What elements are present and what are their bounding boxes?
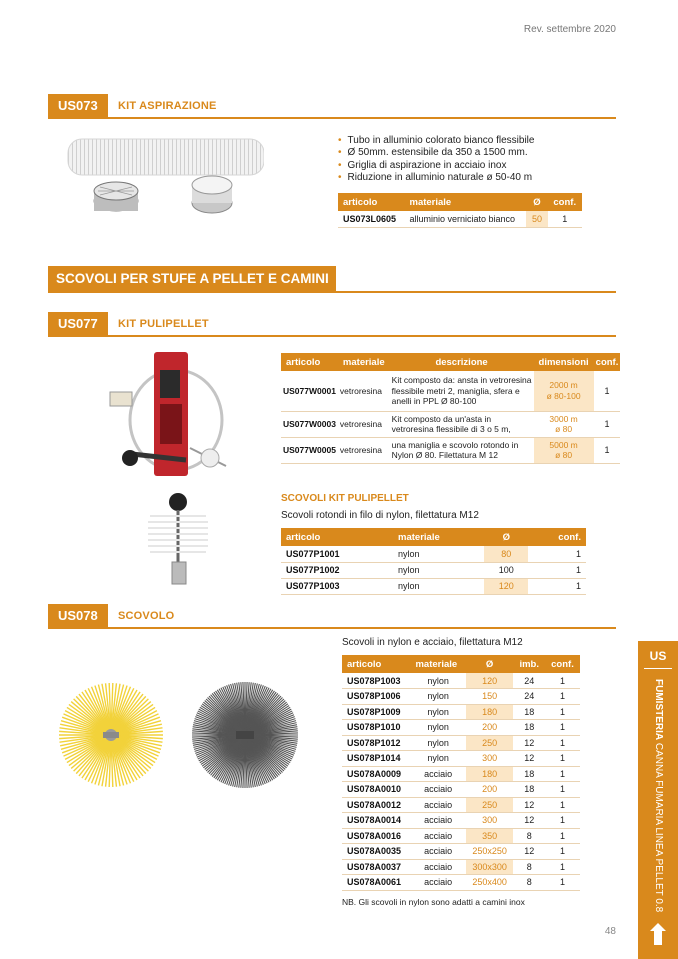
col-materiale: materiale bbox=[338, 353, 390, 371]
col-conf: conf. bbox=[594, 353, 621, 371]
cell-conf: 1 bbox=[545, 828, 580, 844]
us077-table bbox=[281, 353, 620, 464]
cell-diameter: 180 bbox=[466, 704, 514, 720]
table-row bbox=[342, 797, 580, 813]
product-image-scovolo-acciaio bbox=[190, 680, 300, 790]
table-row bbox=[342, 673, 580, 689]
cell-code: US073L0605 bbox=[338, 211, 405, 227]
us073-features-list bbox=[338, 135, 534, 185]
cell-conf: 1 bbox=[594, 371, 621, 411]
cell-description bbox=[390, 437, 534, 463]
dimension-length: 5000 m bbox=[549, 439, 578, 450]
col-conf: conf. bbox=[545, 655, 580, 673]
side-tab-category: FUMISTERIA bbox=[653, 679, 664, 741]
dimension-diameter: ø 80 bbox=[555, 424, 573, 434]
cell-material: acciaio bbox=[410, 844, 465, 860]
cell-code: US078A0037 bbox=[342, 859, 410, 875]
cell-conf: 1 bbox=[528, 562, 586, 578]
product-image-kit-pulipellet bbox=[106, 348, 242, 488]
cell-material: vetroresina bbox=[338, 437, 390, 463]
cell-conf: 1 bbox=[545, 673, 580, 689]
table-row bbox=[281, 578, 586, 594]
cell-imb: 8 bbox=[513, 859, 545, 875]
table-header-row bbox=[342, 655, 580, 673]
cell-conf: 1 bbox=[545, 782, 580, 798]
cell-imb: 18 bbox=[513, 704, 545, 720]
description-line: Kit composto da: ansta in vetroresina bbox=[391, 375, 532, 385]
table-row bbox=[281, 562, 586, 578]
cell-imb: 8 bbox=[513, 875, 545, 891]
cell-diameter: 250x250 bbox=[466, 844, 514, 860]
cell-conf: 1 bbox=[545, 751, 580, 767]
cell-code: US078A0061 bbox=[342, 875, 410, 891]
table-row bbox=[342, 735, 580, 751]
cell-conf: 1 bbox=[528, 546, 586, 562]
product-image-scovolo-kit bbox=[140, 492, 216, 588]
up-arrow-icon bbox=[650, 923, 666, 945]
cell-conf: 1 bbox=[545, 844, 580, 860]
cell-code: US077W0003 bbox=[281, 411, 338, 437]
col-articolo: articolo bbox=[338, 193, 405, 211]
cell-code: US078P1003 bbox=[342, 673, 410, 689]
section-divider bbox=[48, 627, 616, 629]
section-code-us073: US073 bbox=[48, 94, 108, 118]
col-diameter: Ø bbox=[526, 193, 547, 211]
table-row bbox=[342, 844, 580, 860]
cell-conf: 1 bbox=[548, 211, 583, 227]
cell-material: vetroresina bbox=[338, 411, 390, 437]
description-line: una maniglia e scovolo rotondo in bbox=[391, 439, 519, 450]
cell-material: acciaio bbox=[410, 859, 465, 875]
us078-table bbox=[342, 655, 580, 891]
cell-material: acciaio bbox=[410, 766, 465, 782]
cell-dimensions bbox=[534, 411, 594, 437]
cell-material: nylon bbox=[410, 735, 465, 751]
side-tab-label bbox=[653, 679, 664, 912]
cell-diameter: 200 bbox=[466, 782, 514, 798]
table-header-row bbox=[338, 193, 582, 211]
col-diameter: Ø bbox=[484, 528, 528, 546]
side-tab-divider bbox=[644, 668, 672, 669]
cell-material: acciaio bbox=[410, 828, 465, 844]
cell-conf: 1 bbox=[528, 578, 586, 594]
description-line: vetroresina flessibile di 3 o 5 m, bbox=[391, 424, 511, 434]
us073-table bbox=[338, 193, 582, 228]
cell-imb: 24 bbox=[513, 673, 545, 689]
cell-material: acciaio bbox=[410, 797, 465, 813]
table-row bbox=[281, 546, 586, 562]
cell-material: nylon bbox=[393, 562, 484, 578]
feature-item: • Riduzione in alluminio naturale ø 50-40 m bbox=[338, 172, 534, 184]
cell-diameter: 300 bbox=[466, 813, 514, 829]
cell-conf: 1 bbox=[594, 411, 621, 437]
cell-diameter: 120 bbox=[484, 578, 528, 594]
us078-table-body bbox=[342, 673, 580, 890]
description-line: flessibile metri 2, maniglia, sfera e bbox=[391, 385, 520, 396]
cell-conf: 1 bbox=[545, 735, 580, 751]
us078-note: NB. Gli scovoli in nylon sono adatti a camini inox bbox=[342, 897, 525, 907]
cell-conf: 1 bbox=[545, 689, 580, 705]
feature-item: • Ø 50mm. estensibile da 350 a 1500 mm. bbox=[338, 147, 534, 159]
cell-imb: 18 bbox=[513, 766, 545, 782]
cell-code: US077W0001 bbox=[281, 371, 338, 411]
section-divider bbox=[48, 335, 616, 337]
cell-conf: 1 bbox=[545, 704, 580, 720]
table-row bbox=[342, 689, 580, 705]
cell-code: US078P1010 bbox=[342, 720, 410, 736]
col-conf: conf. bbox=[528, 528, 586, 546]
cell-code: US078A0012 bbox=[342, 797, 410, 813]
cell-imb: 12 bbox=[513, 797, 545, 813]
cell-material: nylon bbox=[410, 751, 465, 767]
col-materiale: materiale bbox=[405, 193, 527, 211]
us078-subtitle: Scovoli in nylon e acciaio, filettatura M12 bbox=[342, 637, 523, 648]
cell-diameter: 250 bbox=[466, 797, 514, 813]
cell-code: US078P1012 bbox=[342, 735, 410, 751]
cell-code: US078P1006 bbox=[342, 689, 410, 705]
table-row bbox=[281, 437, 620, 463]
cell-code: US078P1009 bbox=[342, 704, 410, 720]
cell-code: US078P1014 bbox=[342, 751, 410, 767]
table-row bbox=[338, 211, 582, 227]
cell-diameter: 100 bbox=[484, 562, 528, 578]
product-image-scovolo-nylon bbox=[56, 680, 166, 790]
cell-code: US077P1003 bbox=[281, 578, 393, 594]
table-row bbox=[342, 813, 580, 829]
cell-conf: 1 bbox=[545, 875, 580, 891]
description-line: anelli in PPL Ø 80-100 bbox=[391, 396, 477, 406]
cell-dimensions bbox=[534, 371, 594, 411]
cell-imb: 12 bbox=[513, 735, 545, 751]
cell-conf: 1 bbox=[545, 720, 580, 736]
revision-date: Rev. settembre 2020 bbox=[523, 24, 616, 35]
table-row bbox=[342, 751, 580, 767]
cell-diameter: 180 bbox=[466, 766, 514, 782]
cell-dimensions bbox=[534, 437, 594, 463]
dimension-diameter: ø 80-100 bbox=[546, 390, 581, 401]
section-code-us078: US078 bbox=[48, 604, 108, 628]
dimension-length: 3000 m bbox=[549, 413, 578, 424]
cell-code: US077P1001 bbox=[281, 546, 393, 562]
cell-code: US077P1002 bbox=[281, 562, 393, 578]
dimension-diameter: ø 80 bbox=[555, 450, 573, 460]
cell-code: US078A0010 bbox=[342, 782, 410, 798]
cell-conf: 1 bbox=[545, 813, 580, 829]
table-row bbox=[342, 828, 580, 844]
scovoli-kit-title: SCOVOLI KIT PULIPELLET bbox=[281, 493, 409, 504]
feature-item: • Griglia di aspirazione in acciaio inox bbox=[338, 160, 534, 172]
side-category-tab bbox=[638, 641, 678, 959]
table-row bbox=[281, 411, 620, 437]
cell-diameter: 250x400 bbox=[466, 875, 514, 891]
cell-imb: 18 bbox=[513, 720, 545, 736]
cell-material: acciaio bbox=[410, 813, 465, 829]
cell-diameter: 200 bbox=[466, 720, 514, 736]
cell-diameter: 120 bbox=[466, 673, 514, 689]
cell-imb: 12 bbox=[513, 751, 545, 767]
scovoli-kit-table bbox=[281, 528, 586, 595]
cell-conf: 1 bbox=[545, 797, 580, 813]
cell-imb: 8 bbox=[513, 828, 545, 844]
table-row bbox=[342, 720, 580, 736]
section-code-us077: US077 bbox=[48, 312, 108, 336]
cell-material: acciaio bbox=[410, 875, 465, 891]
col-articolo: articolo bbox=[342, 655, 410, 673]
cell-diameter: 250 bbox=[466, 735, 514, 751]
description-line: Kit composto da un'asta in bbox=[391, 413, 492, 424]
page-number: 48 bbox=[604, 926, 616, 937]
cell-material: nylon bbox=[393, 578, 484, 594]
cell-diameter: 50 bbox=[526, 211, 547, 227]
table-row bbox=[342, 704, 580, 720]
table-row bbox=[342, 875, 580, 891]
section-divider bbox=[48, 117, 616, 119]
cell-material: vetroresina bbox=[338, 371, 390, 411]
category-banner: SCOVOLI PER STUFE A PELLET E CAMINI bbox=[48, 266, 336, 292]
col-dimensioni: dimensioni bbox=[534, 353, 594, 371]
cell-diameter: 300x300 bbox=[466, 859, 514, 875]
col-conf: conf. bbox=[548, 193, 583, 211]
cell-material: acciaio bbox=[410, 782, 465, 798]
banner-divider bbox=[48, 291, 616, 293]
dimension-length: 2000 m bbox=[549, 380, 578, 391]
cell-conf: 1 bbox=[545, 859, 580, 875]
cell-conf: 1 bbox=[594, 437, 621, 463]
cell-material: nylon bbox=[393, 546, 484, 562]
table-header-row bbox=[281, 353, 620, 371]
cell-imb: 18 bbox=[513, 782, 545, 798]
table-row bbox=[281, 371, 620, 411]
col-materiale: materiale bbox=[410, 655, 465, 673]
cell-material: alluminio verniciato bianco bbox=[405, 211, 527, 227]
table-row bbox=[342, 766, 580, 782]
cell-imb: 12 bbox=[513, 813, 545, 829]
col-descrizione: descrizione bbox=[390, 353, 534, 371]
table-row bbox=[342, 782, 580, 798]
col-materiale: materiale bbox=[393, 528, 484, 546]
cell-conf: 1 bbox=[545, 766, 580, 782]
section-title-us073: KIT ASPIRAZIONE bbox=[118, 100, 217, 112]
cell-code: US077W0005 bbox=[281, 437, 338, 463]
scovoli-kit-subtitle: Scovoli rotondi in filo di nylon, filettatura M12 bbox=[281, 510, 479, 521]
cell-material: nylon bbox=[410, 704, 465, 720]
cell-diameter: 80 bbox=[484, 546, 528, 562]
cell-material: nylon bbox=[410, 673, 465, 689]
cell-material: nylon bbox=[410, 689, 465, 705]
cell-imb: 24 bbox=[513, 689, 545, 705]
cell-code: US078A0016 bbox=[342, 828, 410, 844]
product-image-kit-aspirazione bbox=[64, 133, 264, 233]
cell-diameter: 300 bbox=[466, 751, 514, 767]
col-articolo: articolo bbox=[281, 353, 338, 371]
col-diameter: Ø bbox=[466, 655, 514, 673]
description-line: Nylon Ø 80. Filettatura M 12 bbox=[391, 450, 498, 460]
side-tab-code: US bbox=[649, 649, 667, 663]
cell-description bbox=[390, 371, 534, 411]
section-title-us077: KIT PULIPELLET bbox=[118, 318, 209, 330]
table-row bbox=[342, 859, 580, 875]
cell-code: US078A0014 bbox=[342, 813, 410, 829]
section-title-us078: SCOVOLO bbox=[118, 610, 175, 622]
cell-code: US078A0009 bbox=[342, 766, 410, 782]
col-articolo: articolo bbox=[281, 528, 393, 546]
cell-imb: 12 bbox=[513, 844, 545, 860]
cell-material: nylon bbox=[410, 720, 465, 736]
col-imb: imb. bbox=[513, 655, 545, 673]
cell-diameter: 150 bbox=[466, 689, 514, 705]
cell-code: US078A0035 bbox=[342, 844, 410, 860]
table-header-row bbox=[281, 528, 586, 546]
cell-description bbox=[390, 411, 534, 437]
side-tab-subtitle: CANNA FUMARIA LINEA PELLET 0.8 bbox=[653, 742, 664, 913]
feature-item: • Tubo in alluminio colorato bianco flessibile bbox=[338, 135, 534, 147]
cell-diameter: 350 bbox=[466, 828, 514, 844]
